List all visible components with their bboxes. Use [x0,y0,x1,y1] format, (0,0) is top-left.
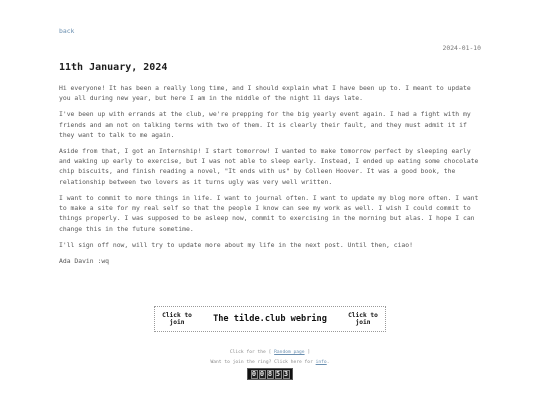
counter-digit: 0 [259,369,265,378]
join-ring-suffix: . [326,360,330,365]
post-paragraph: I'll sign off now, will try to update more about my life in the next post. Until then, ciao! [59,240,413,249]
post-title: 11th January, 2024 [59,62,168,73]
hit-counter [247,368,293,380]
join-ring-prefix: Want to join the ring? Click here for [210,360,313,365]
post-paragraph: Hi everyone! It has been a really long time, and I should explain what I have been up to. I meant to update you all during new year, but here I am in the middle of the night 11 days late. [59,84,471,103]
random-page-prefix: Click for the [ [229,350,272,355]
join-ring-line [0,360,540,365]
counter-digit: 8 [267,369,273,378]
info-link[interactable]: info [315,360,327,365]
counter-digit: 0 [251,369,257,378]
counter-digit: 5 [275,369,281,378]
post-paragraph: Aside from that, I got an Internship! I start tomorrow! I wanted to make tomorrow perfect by sleeping early and waking up early to exercise, but I was not able to sleep early. Instead, I ended up eating some chocolate chip biscuits, and finish reading a novel, "It ends with us" by Colleen Hoover. It was a good book, the relationship between two lovers as it turns ugly was very well written. [59,146,479,186]
back-link[interactable]: back [59,27,75,35]
random-page-line [0,350,540,355]
webring-next-join-link[interactable]: Click to join [348,311,378,326]
post-paragraph: I want to commit to more things in life. I want to journal often. I want to update my blog more often. I want to make a site for my real self so that the people I know can see my work as well. I wish I could commit to things properly. I was supposed to be asleep now, commit to exercising in the morning but alas. I hope I can change this in the future sometime. [59,193,479,233]
random-page-suffix: ] [307,350,311,355]
webring-prev-join-link[interactable]: Click to join [162,311,192,326]
counter-digit: 3 [283,369,289,378]
post-paragraph: I've been up with errands at the club, we're prepping for the big yearly event again. I had a fight with my friends and am not on talking terms with two of them. It is clearly their fault, and they must admit it if they want to talk to me again. [59,110,471,139]
post-body [59,83,481,272]
post-signature: Ada Davin :wq [59,256,110,265]
webring-title: The tilde.club webring [213,314,327,324]
random-page-link[interactable]: Random page [274,350,305,355]
webring-banner [154,306,386,332]
post-date: 2024-01-10 [442,44,481,52]
